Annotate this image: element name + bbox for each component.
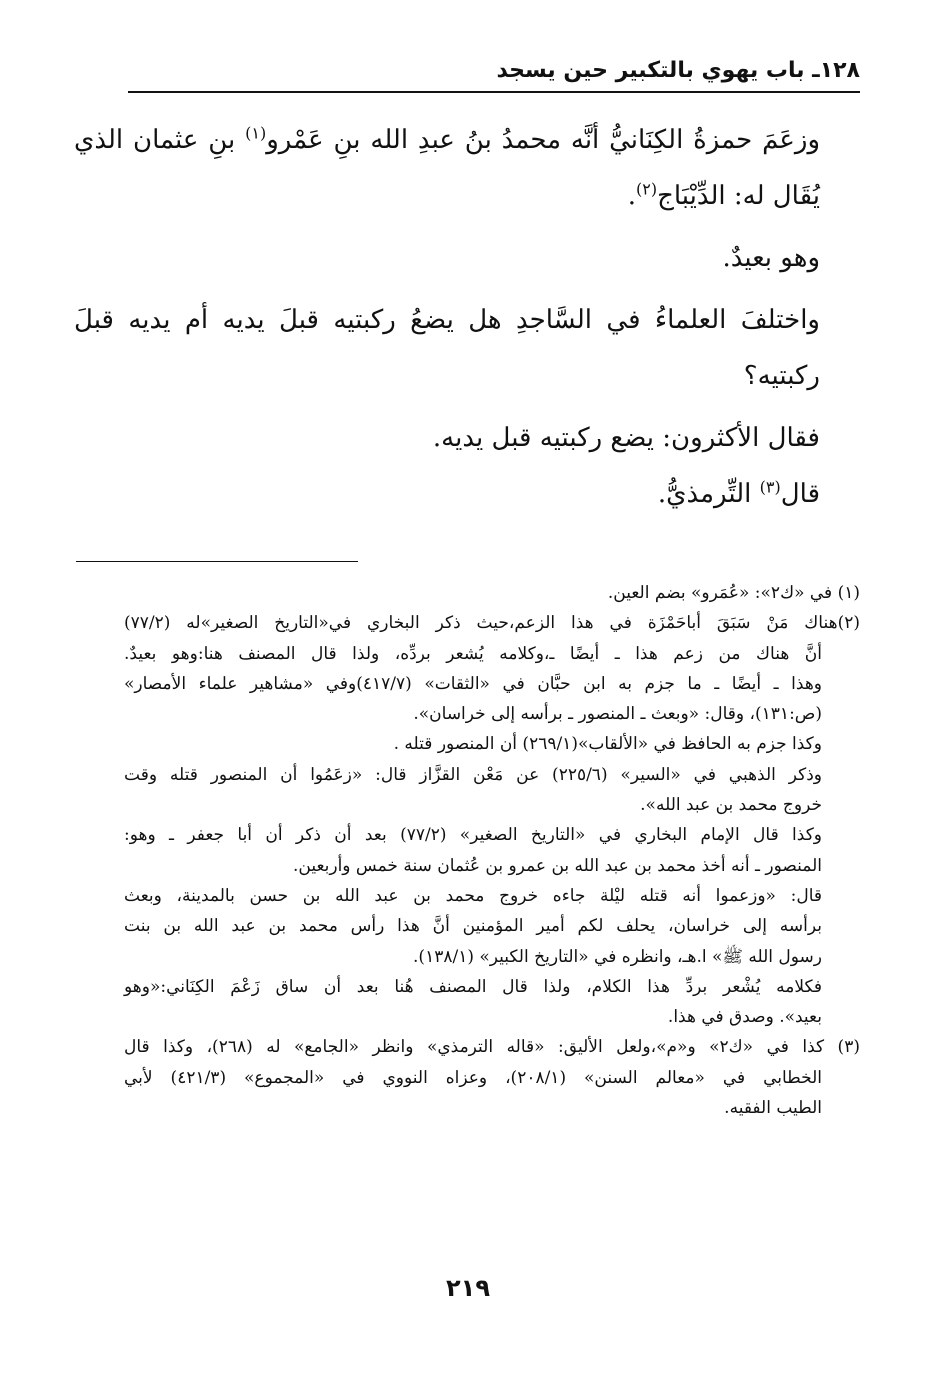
main-text xyxy=(74,112,860,522)
footnote-line: خروج محمد بن عبد الله». xyxy=(640,795,822,816)
footnote-ref-2: (٢) xyxy=(635,179,658,199)
running-header xyxy=(128,58,860,92)
footnote-line: الطيب الفقيه. xyxy=(724,1098,822,1119)
footnote-ref-1: (١) xyxy=(245,123,267,143)
footnote-line: فكلامه يُشْعر بردِّ هذا الكلام، ولذا قال المصنف هُنا بعد أن ساق زَعْمَ الكِنَاني:«وهو xyxy=(124,976,822,997)
paragraph-2: وهو بعيدٌ. xyxy=(722,243,820,273)
footnote-line: أنَّ هناك من زعم هذا ـ أيضًا ـ،وكلامه يُشعر بردِّه، ولذا قال المصنف هنا:وهو بعيدٌ. xyxy=(124,643,822,664)
footnote-ref-3: (٣) xyxy=(759,477,781,497)
footnote-line: رسول الله ﷺ» ا.هـ، وانظره في «التاريخ الكبير» (١٣٨/١). xyxy=(413,946,822,967)
footnote-line: (٣) كذا في «ك٢» و«م»،ولعل الأليق: «قاله الترمذي» وانظر «الجامع» له (٢٦٨)، وكذا قال xyxy=(124,1037,860,1058)
paragraph-1-text-c: . xyxy=(627,181,636,211)
paragraph-3: واختلفَ العلماءُ في السَّاجدِ هل يضعُ ركبتيه قبلَ يديه أم يديه قبلَ ركبتيه؟ xyxy=(74,305,820,391)
footnotes xyxy=(124,578,860,1123)
footnote-line: وكذا قال الإمام البخاري في «التاريخ الصغير» (٧٧/٢) بعد أن ذكر أن أبا جعفر ـ وهو: xyxy=(124,825,822,846)
footnote-line: (ص:١٣١)، وقال: «وبعث ـ المنصور ـ برأسه إلى خراسان». xyxy=(413,704,822,725)
header-rule xyxy=(128,91,860,93)
paragraph-4: فقال الأكثرون: يضع ركبتيه قبل يديه. xyxy=(432,423,820,453)
paragraph-5 xyxy=(74,466,860,522)
footnote-line: برأسه إلى خراسان، يحلف لكم أمير المؤمنين أنَّ هذا رأس محمد بن عبد الله بن بنت xyxy=(124,916,822,937)
footnote-line: بعيد». وصدق في هذا. xyxy=(667,1007,822,1028)
footnote-line: المنصور ـ أنه أخذ محمد بن عبد الله بن عمرو بن عُثمان سنة خمس وأربعين. xyxy=(292,855,822,876)
footnote-line: وهذا ـ أيضًا ـ ما جزم به ابن حبَّان في «الثقات» (٤١٧/٧)وفي «مشاهير علماء الأمصار» xyxy=(124,673,822,694)
paragraph-1-text-b: بنِ عثمان الذي يُقَال له: الدِّيْبَاج xyxy=(74,125,820,211)
paragraph-1 xyxy=(74,112,860,224)
footnote-line: (١) في «ك٢»: «عُمَرو» بضم العين. xyxy=(607,583,860,603)
chapter-title: ١٢٨ـ باب يهوي بالتكبير حين يسجد xyxy=(496,58,860,83)
footnote-line: الخطابي في «معالم السنن» (٢٠٨/١)، وعزاه النووي في «المجموع» (٤٢١/٣) لأبي xyxy=(124,1067,822,1088)
footnote-line: (٢)هناك مَنْ سَبَقَ أباحَمْزَة في هذا الزعم،حيث ذكر البخاري في«التاريخ الصغير»له (٧٧/٢) xyxy=(124,613,860,634)
paragraph-5-text-b: التِّرمذيُّ. xyxy=(657,479,760,509)
page-number: ٢١٩ xyxy=(446,1274,490,1302)
paragraph-5-text-a: قال xyxy=(780,479,820,509)
footnote-separator xyxy=(76,561,358,562)
paragraph-1-text-a: وزعَمَ حمزةُ الكِنَانيُّ أنَّه محمدُ بنُ عبدِ الله بنِ عَمْرو xyxy=(266,125,820,155)
footnote-line: وذكر الذهبي في «السير» (٢٢٥/٦) عن مَعْن القزَّاز قال: «زعَمُوا أن المنصور قتله وقت xyxy=(124,764,822,785)
footnote-line: وكذا جزم به الحافظ في «الألقاب»(٢٦٩/١) أن المنصور قتله . xyxy=(393,734,822,755)
footnote-line: قال: «وزعموا أنه قتله ليْلة جاءه خروج محمد بن عبد الله بن حسن بالمدينة، وبعث xyxy=(124,885,822,906)
